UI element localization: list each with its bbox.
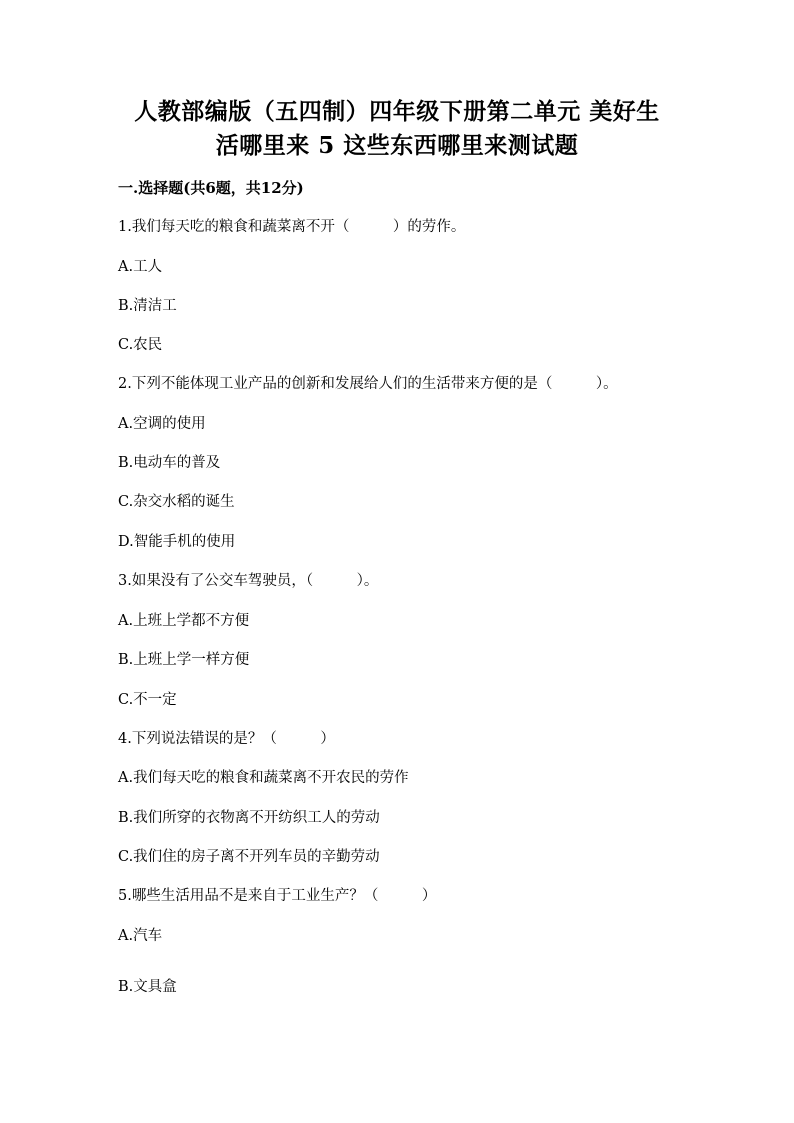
document-title-line-2: 活哪里来 5 这些东西哪里来测试题 xyxy=(215,132,579,159)
question-4-option-a: A.我们每天吃的粮食和蔬菜离不开农民的劳作 xyxy=(118,770,409,786)
question-2-option-a: A.空调的使用 xyxy=(118,416,206,432)
question-2-stem: 2.下列不能体现工业产品的创新和发展给人们的生活带来方便的是（ ）。 xyxy=(118,376,618,392)
question-1-option-a: A.工人 xyxy=(118,259,163,275)
question-2-option-d: D.智能手机的使用 xyxy=(118,534,236,550)
question-1-option-b: B.清洁工 xyxy=(118,298,177,314)
section-heading: 一.选择题(共6题，共12分) xyxy=(118,179,304,197)
question-4-stem: 4.下列说法错误的是？（ ） xyxy=(118,731,335,747)
question-3-option-b: B.上班上学一样方便 xyxy=(118,652,250,668)
question-4-option-c: C.我们住的房子离不开列车员的辛勤劳动 xyxy=(118,849,380,865)
question-1-stem: 1.我们每天吃的粮食和蔬菜离不开（ ）的劳作。 xyxy=(118,219,466,235)
question-4-option-b: B.我们所穿的衣物离不开纺织工人的劳动 xyxy=(118,810,380,826)
question-3-option-a: A.上班上学都不方便 xyxy=(118,613,250,629)
question-5-option-a: A.汽车 xyxy=(118,928,163,944)
question-3-stem: 3.如果没有了公交车驾驶员，（ ）。 xyxy=(118,573,379,589)
question-1-option-c: C.农民 xyxy=(118,337,163,353)
question-2-option-b: B.电动车的普及 xyxy=(118,455,221,471)
question-5-option-b: B.文具盒 xyxy=(118,979,177,995)
document-title-line-1: 人教部编版（五四制）四年级下册第二单元 美好生 xyxy=(134,98,660,125)
question-5-stem: 5.哪些生活用品不是来自于工业生产？（ ） xyxy=(118,888,437,904)
question-3-option-c: C.不一定 xyxy=(118,692,177,708)
question-2-option-c: C.杂交水稻的诞生 xyxy=(118,494,235,510)
